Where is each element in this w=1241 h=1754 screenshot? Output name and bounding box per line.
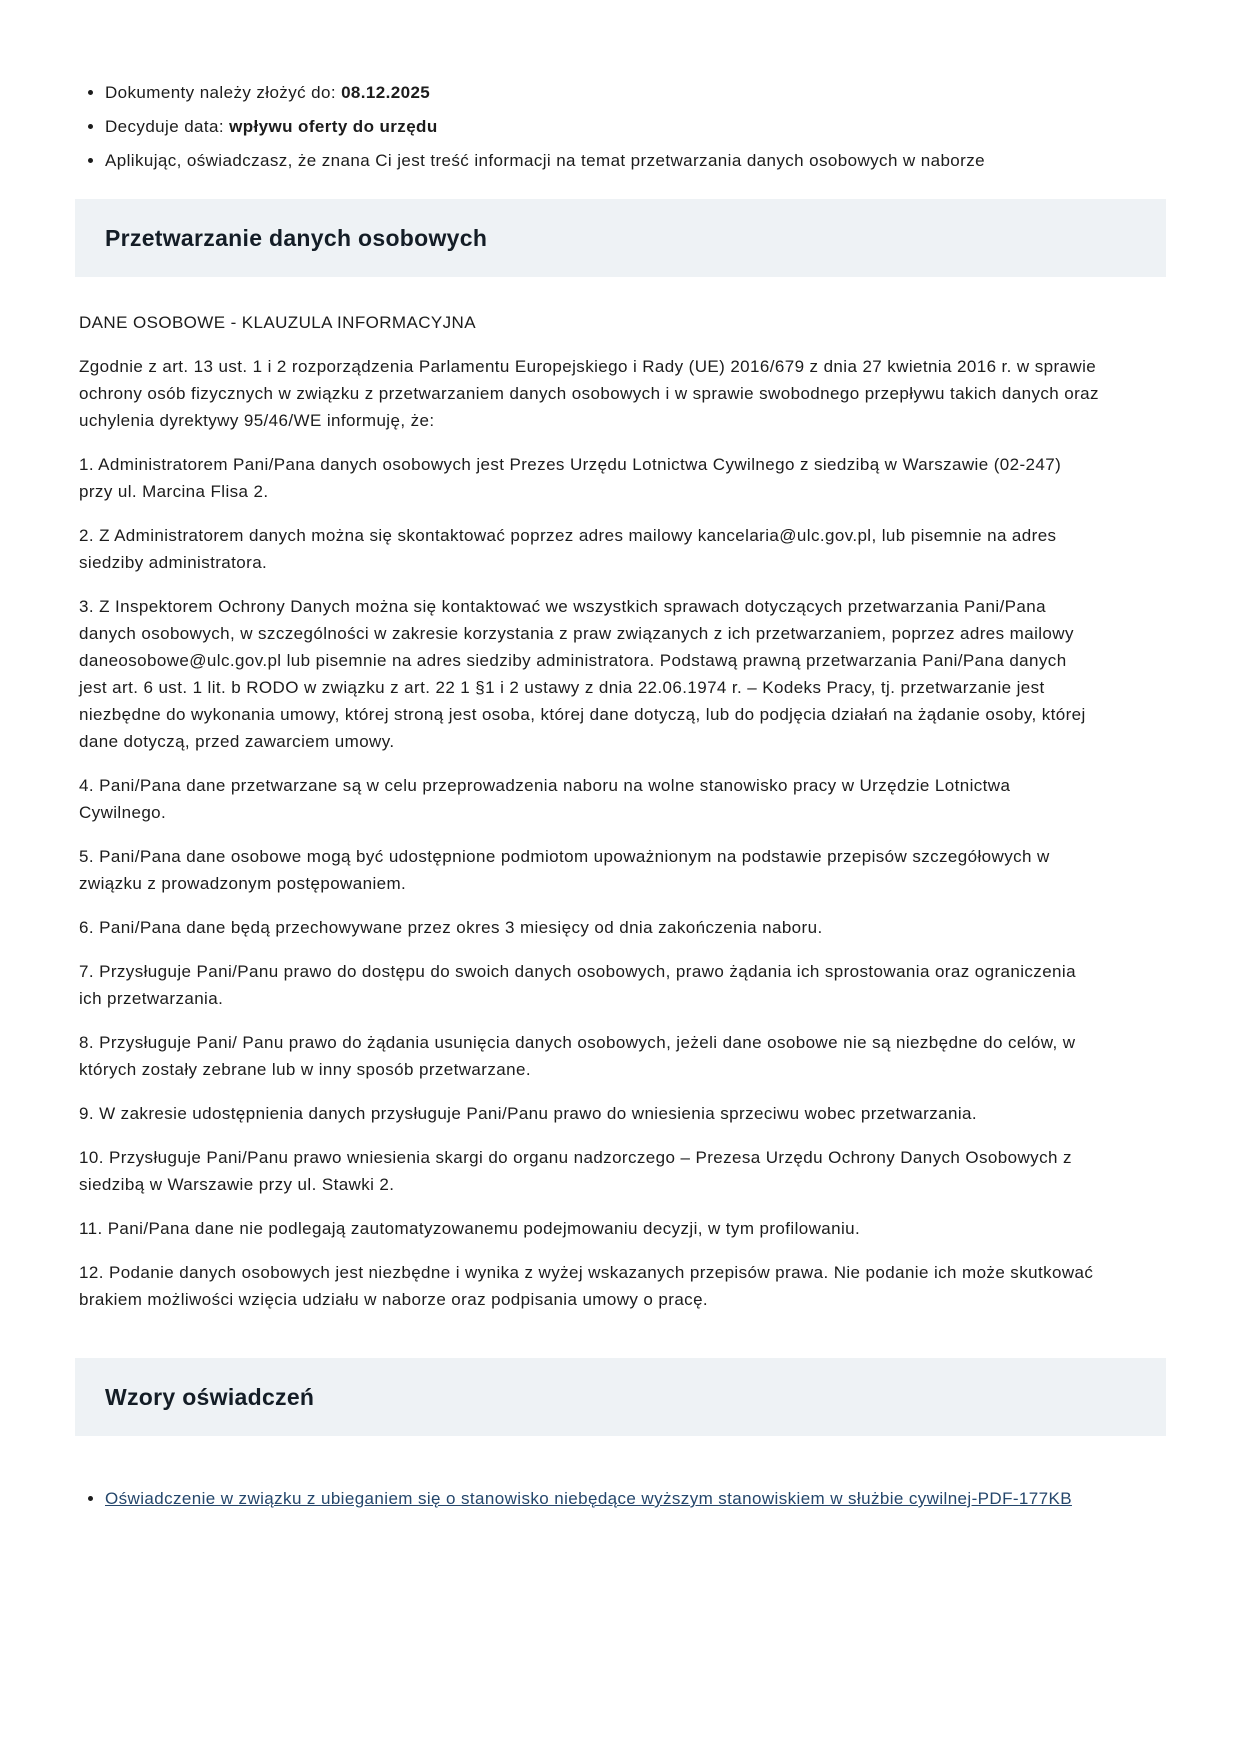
paragraph-3: 3. Z Inspektorem Ochrony Danych można się kontaktować we wszystkich sprawach dotyczących przetwarzania Pani/Pana danych osobowych, w szczególności w zakresie korzystania z praw związanych z ich przetwarzaniem, poprzez adres mailowy daneosobowe@ulc.gov.pl lub pisemnie na adres siedziby administratora. Podstawą prawną przetwarzania Pani/Pana danych jest art. 6 ust. 1 lit. b RODO w związku z art. 22 1 §1 i 2 ustawy z dnia 22.06.1974 r. – Kodeks Pracy, tj. przetwarzanie jest niezbędne do wykonania umowy, której stroną jest osoba, której dane dotyczą, lub do podjęcia działań na żądanie osoby, której dane dotyczą, przed zawarciem umowy. bbox=[79, 597, 1086, 751]
paragraph-8: 8. Przysługuje Pani/ Panu prawo do żądania usunięcia danych osobowych, jeżeli dane osobowe nie są niezbędne do celów, w których zostały zebrane lub w inny sposób przetwarzane. bbox=[79, 1033, 1076, 1079]
clause-subtitle: DANE OSOBOWE - KLAUZULA INFORMACYJNA bbox=[79, 313, 476, 332]
attachments-list bbox=[0, 1488, 1165, 1510]
section-title-statement-templates: Wzory oświadczeń bbox=[105, 1384, 315, 1410]
section-title-personal-data: Przetwarzanie danych osobowych bbox=[105, 225, 488, 251]
paragraph-4: 4. Pani/Pana dane przetwarzane są w celu przeprowadzenia naboru na wolne stanowisko pracy w Urzędzie Lotnictwa Cywilnego. bbox=[79, 776, 1011, 822]
deadline-label: Dokumenty należy złożyć do: bbox=[105, 83, 342, 102]
paragraph-7: 7. Przysługuje Pani/Panu prawo do dostępu do swoich danych osobowych, prawo żądania ich sprostowania oraz ograniczenia ich przetwarzania. bbox=[79, 962, 1076, 1008]
paragraph-2: 2. Z Administratorem danych można się skontaktować poprzez adres mailowy kancelaria@ulc.gov.pl, lub pisemnie na adres siedziby administratora. bbox=[79, 526, 1057, 572]
section-header-personal-data bbox=[75, 199, 1166, 277]
section-header-statement-templates bbox=[75, 1358, 1166, 1436]
statement-pdf-link[interactable]: Oświadczenie w związku z ubieganiem się o stanowisko niebędące wyższym stanowiskiem w służbie cywilnej-PDF-177KB bbox=[105, 1489, 1072, 1508]
list-item-deadline bbox=[105, 82, 1125, 103]
paragraph-5: 5. Pani/Pana dane osobowe mogą być udostępnione podmiotom upoważnionym na podstawie przepisów szczegółowych w związku z prowadzonym postępowaniem. bbox=[79, 847, 1050, 893]
paragraph-9: 9. W zakresie udostępnienia danych przysługuje Pani/Panu prawo do wniesienia sprzeciwu wobec przetwarzania. bbox=[79, 1104, 977, 1123]
list-item-apply-notice bbox=[105, 150, 1125, 171]
application-info-list bbox=[0, 82, 1125, 171]
paragraph-1: 1. Administratorem Pani/Pana danych osobowych jest Prezes Urzędu Lotnictwa Cywilnego z siedzibą w Warszawie (02-247) przy ul. Marcina Flisa 2. bbox=[79, 455, 1062, 501]
paragraph-10: 10. Przysługuje Pani/Panu prawo wniesienia skargi do organu nadzorczego – Prezesa Urzędu Ochrony Danych Osobowych z siedzibą w Warszawie przy ul. Stawki 2. bbox=[79, 1148, 1072, 1194]
paragraph-12: 12. Podanie danych osobowych jest niezbędne i wynika z wyżej wskazanych przepisów prawa. Nie podanie ich może skutkować brakiem możliwości wzięcia udziału w naborze oraz podpisania umowy o pracę. bbox=[79, 1263, 1094, 1309]
list-item-attachment bbox=[105, 1488, 1165, 1510]
paragraph-11: 11. Pani/Pana dane nie podlegają zautomatyzowanemu podejmowaniu decyzji, w tym profilowaniu. bbox=[79, 1219, 861, 1238]
deciding-date-label: Decyduje data: bbox=[105, 117, 230, 136]
deadline-date: 08.12.2025 bbox=[341, 83, 431, 102]
list-item-deciding-date bbox=[105, 116, 1125, 137]
paragraph-6: 6. Pani/Pana dane będą przechowywane przez okres 3 miesięcy od dnia zakończenia naboru. bbox=[79, 918, 823, 937]
deciding-date-value: wpływu oferty do urzędu bbox=[229, 117, 438, 136]
paragraph-intro: Zgodnie z art. 13 ust. 1 i 2 rozporządzenia Parlamentu Europejskiego i Rady (UE) 2016/679 z dnia 27 kwietnia 2016 r. w sprawie ochrony osób fizycznych w związku z przetwarzaniem danych osobowych i w sprawie swobodnego przepływu takich danych oraz uchylenia dyrektywy 95/46/WE informuję, że: bbox=[79, 357, 1099, 430]
apply-notice-text: Aplikując, oświadczasz, że znana Ci jest treść informacji na temat przetwarzania danych osobowych w naborze bbox=[105, 151, 985, 170]
personal-data-clause bbox=[79, 309, 1099, 1313]
